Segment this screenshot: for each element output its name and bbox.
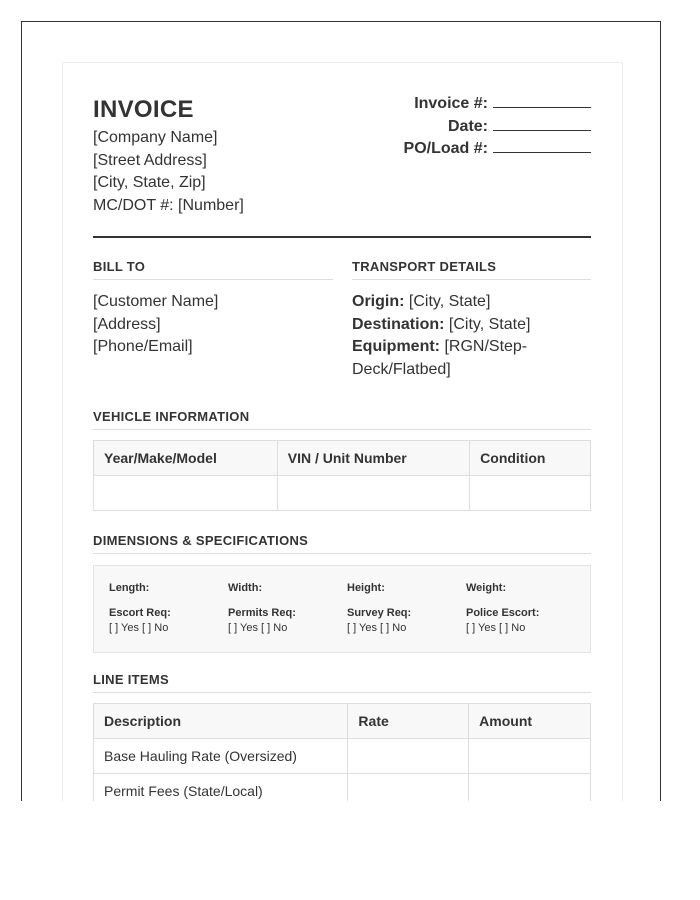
company-city: [City, State, Zip] xyxy=(93,174,206,191)
table-row xyxy=(94,774,591,802)
invoice-page xyxy=(62,62,623,801)
destination-line xyxy=(352,314,591,337)
escort-req[interactable] xyxy=(109,607,171,634)
line-description[interactable]: Base Hauling Rate (Oversized) xyxy=(94,739,348,774)
invoice-number-label: Invoice #: xyxy=(414,95,488,112)
col-description: Description xyxy=(94,704,348,739)
line-rate[interactable] xyxy=(348,774,469,802)
equipment-label: Equipment: xyxy=(352,338,440,355)
line-items-table xyxy=(93,703,591,801)
po-load-row xyxy=(404,138,591,161)
vehicle-model-cell[interactable] xyxy=(94,476,278,511)
weight-field[interactable] xyxy=(466,582,506,594)
document-frame xyxy=(21,21,661,801)
invoice-content xyxy=(93,63,591,799)
line-amount[interactable] xyxy=(469,739,591,774)
bill-to-heading: BILL TO xyxy=(93,259,333,280)
destination-label: Destination: xyxy=(352,315,445,333)
vehicle-condition-cell[interactable] xyxy=(470,476,591,511)
transport-lines xyxy=(352,291,591,381)
invoice-header xyxy=(93,63,591,238)
width-label: Width: xyxy=(228,582,263,594)
escort-req-label: Escort Req: xyxy=(109,607,171,619)
header-divider xyxy=(93,236,591,238)
customer-contact: [Phone/Email] xyxy=(93,338,193,355)
customer-address: [Address] xyxy=(93,315,161,333)
escort-req-options[interactable]: [ ] Yes [ ] No xyxy=(109,622,169,634)
weight-label: Weight: xyxy=(466,582,507,594)
company-street: [Street Address] xyxy=(93,151,207,169)
police-escort-options[interactable]: [ ] Yes [ ] No xyxy=(466,622,526,634)
length-field[interactable] xyxy=(109,582,149,594)
survey-req[interactable] xyxy=(347,607,411,634)
vehicle-col-vin: VIN / Unit Number xyxy=(277,441,469,476)
vehicle-header-row xyxy=(94,441,591,476)
col-amount: Amount xyxy=(469,704,591,739)
vehicle-col-model: Year/Make/Model xyxy=(94,441,278,476)
vehicle-col-condition: Condition xyxy=(470,441,591,476)
dimensions-box xyxy=(93,565,591,653)
permits-req-options[interactable]: [ ] Yes [ ] No xyxy=(228,622,288,634)
height-field[interactable] xyxy=(347,582,385,594)
permits-req-label: Permits Req: xyxy=(228,607,296,619)
height-label: Height: xyxy=(347,582,385,594)
origin-line xyxy=(352,291,591,314)
origin-label: Origin: xyxy=(352,293,405,310)
line-items-heading: LINE ITEMS xyxy=(93,672,591,693)
line-items-header-row xyxy=(94,704,591,739)
invoice-number-row xyxy=(404,93,591,116)
bill-to-lines xyxy=(93,291,333,359)
vehicle-section xyxy=(93,409,591,511)
vehicle-heading: VEHICLE INFORMATION xyxy=(93,409,591,430)
equipment-value: [RGN/Step-Deck/Flatbed] xyxy=(352,338,528,378)
company-info xyxy=(93,127,244,217)
transport-heading: TRANSPORT DETAILS xyxy=(352,259,591,280)
permits-req[interactable] xyxy=(228,607,296,634)
origin-value: [City, State] xyxy=(404,293,491,310)
po-load-field[interactable] xyxy=(493,138,591,153)
col-rate: Rate xyxy=(348,704,469,739)
survey-req-label: Survey Req: xyxy=(347,607,412,619)
date-field[interactable] xyxy=(493,116,591,131)
equipment-line xyxy=(352,336,591,381)
police-escort[interactable] xyxy=(466,607,539,634)
destination-value: [City, State] xyxy=(444,315,531,333)
invoice-title: INVOICE xyxy=(93,96,194,123)
line-amount[interactable] xyxy=(469,774,591,802)
line-items-section xyxy=(93,672,591,801)
police-escort-label: Police Escort: xyxy=(466,607,540,619)
dimensions-section xyxy=(93,533,591,653)
date-label: Date: xyxy=(447,117,488,135)
invoice-number-field[interactable] xyxy=(493,93,591,108)
company-mc-dot: MC/DOT #: [Number] xyxy=(93,196,244,214)
invoice-meta xyxy=(404,93,591,161)
customer-name: [Customer Name] xyxy=(93,293,219,310)
table-row xyxy=(94,476,591,511)
length-label: Length: xyxy=(109,582,150,594)
bill-to xyxy=(93,259,333,359)
width-field[interactable] xyxy=(228,582,262,594)
table-row xyxy=(94,739,591,774)
company-name: [Company Name] xyxy=(93,129,218,146)
line-rate[interactable] xyxy=(348,739,469,774)
vehicle-table xyxy=(93,440,591,511)
date-row xyxy=(404,116,591,139)
line-description[interactable]: Permit Fees (State/Local) xyxy=(94,774,348,802)
vehicle-vin-cell[interactable] xyxy=(277,476,469,511)
survey-req-options[interactable]: [ ] Yes [ ] No xyxy=(347,622,407,634)
transport-details xyxy=(352,259,591,381)
dimensions-heading: DIMENSIONS & SPECIFICATIONS xyxy=(93,533,591,554)
po-load-label: PO/Load #: xyxy=(403,140,488,157)
parties-section xyxy=(93,259,591,389)
